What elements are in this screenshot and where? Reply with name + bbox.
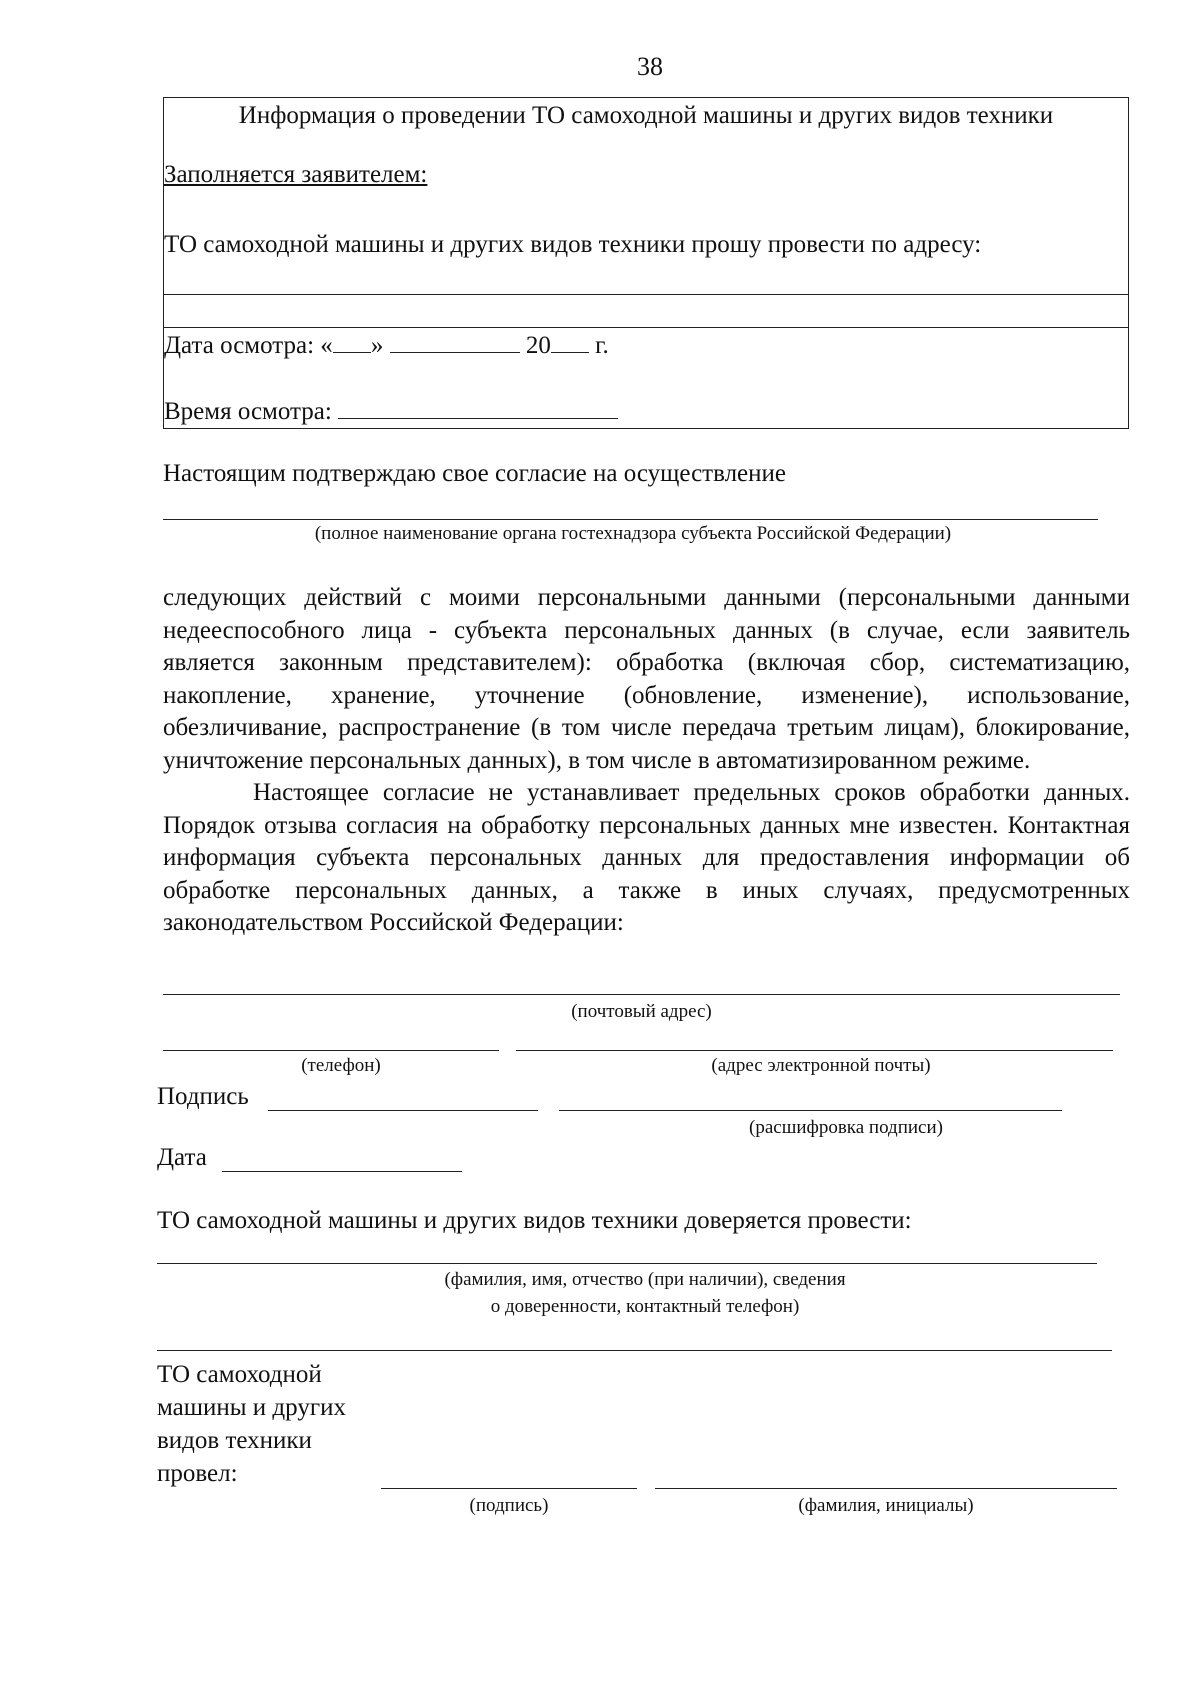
consent-paragraph-1: следующих действий с моими персональными данными (персональными данными недееспособного лица - субъекта персональных данных (в случае, если заявитель является законным представителем): обработка (включая сбор, систематизацию, накопление, хранение, уточнение (обновление, изменение), использование, обезличивание, распространение (в том числе передача третьим лицам), блокирование, уничтожение персональных данных), в том числе в автоматизированном режиме. bbox=[163, 584, 1130, 774]
page-number: 38 bbox=[637, 52, 663, 81]
inspection-date-close-quote: » bbox=[370, 332, 384, 359]
fill-by-applicant-note: Заполняется заявителем: bbox=[164, 161, 428, 188]
performed-label-line-3: видов техники bbox=[157, 1427, 312, 1454]
inspection-time-row bbox=[164, 396, 618, 426]
performed-label-line-1: ТО самоходной bbox=[157, 1361, 322, 1388]
phone-caption: (телефон) bbox=[301, 1055, 381, 1076]
performed-label-line-2: машины и других bbox=[157, 1394, 346, 1421]
consent-paragraph-2: Настоящее согласие не устанавливает предельных сроков обработки данных. Порядок отзыва согласия на обработку персональных данных мне известен. Контактная информация субъекта персональных данных для предоставления информации об обработке персональных данных, а также в иных случаях, предусмотренных законодательством Российской Федерации: bbox=[163, 779, 1130, 936]
trusted-person-field[interactable] bbox=[157, 1263, 1097, 1264]
organ-name-caption: (полное наименование органа гостехнадзора субъекта Российской Федерации) bbox=[314, 523, 952, 544]
organ-name-field[interactable] bbox=[163, 519, 1098, 520]
date-field[interactable] bbox=[222, 1171, 462, 1172]
trusted-person-caption-2: о доверенности, контактный телефон) bbox=[490, 1296, 800, 1317]
inspection-info-box bbox=[163, 97, 1129, 429]
inspection-year-suffix: г. bbox=[595, 332, 609, 359]
address-label: ТО самоходной машины и других видов техники прошу провести по адресу: bbox=[164, 231, 982, 258]
inspection-year-prefix: 20 bbox=[525, 332, 551, 359]
box-title: Информация о проведении ТО самоходной машины и других видов техники bbox=[238, 102, 1054, 129]
date-label: Дата bbox=[157, 1144, 207, 1171]
phone-field[interactable] bbox=[163, 1050, 499, 1051]
trusted-person-caption-1: (фамилия, имя, отчество (при наличии), сведения bbox=[444, 1269, 846, 1290]
inspection-day-field[interactable] bbox=[333, 330, 371, 353]
address-line-2 bbox=[164, 327, 1128, 328]
email-caption: (адрес электронной почты) bbox=[711, 1055, 931, 1076]
performer-signature-field[interactable] bbox=[381, 1488, 637, 1489]
signature-label: Подпись bbox=[157, 1083, 249, 1110]
inspection-time-label: Время осмотра: bbox=[164, 398, 332, 425]
signature-decode-caption: (расшифровка подписи) bbox=[749, 1117, 943, 1138]
performed-label bbox=[157, 1358, 346, 1490]
trusted-person-field-2[interactable] bbox=[157, 1350, 1112, 1351]
consent-intro: Настоящим подтверждаю свое согласие на осуществление bbox=[163, 460, 786, 487]
inspection-time-field[interactable] bbox=[338, 396, 618, 419]
signature-decode-field[interactable] bbox=[559, 1110, 1062, 1111]
postal-address-caption: (почтовый адрес) bbox=[571, 1001, 712, 1022]
inspection-date-row bbox=[164, 330, 609, 360]
postal-address-field[interactable] bbox=[163, 994, 1120, 995]
performer-signature-caption: (подпись) bbox=[469, 1495, 549, 1516]
inspection-month-field[interactable] bbox=[390, 330, 520, 353]
performer-name-field[interactable] bbox=[655, 1488, 1117, 1489]
signature-field[interactable] bbox=[268, 1110, 538, 1111]
consent-body bbox=[163, 582, 1130, 940]
performed-label-line-4: провел: bbox=[157, 1460, 238, 1487]
inspection-date-label: Дата осмотра: « bbox=[164, 332, 333, 359]
trust-label: ТО самоходной машины и других видов техники доверяется провести: bbox=[157, 1207, 912, 1234]
performer-name-caption: (фамилия, инициалы) bbox=[798, 1495, 974, 1516]
address-line-1 bbox=[164, 294, 1128, 295]
inspection-year-field[interactable] bbox=[551, 330, 589, 353]
email-field[interactable] bbox=[516, 1050, 1113, 1051]
